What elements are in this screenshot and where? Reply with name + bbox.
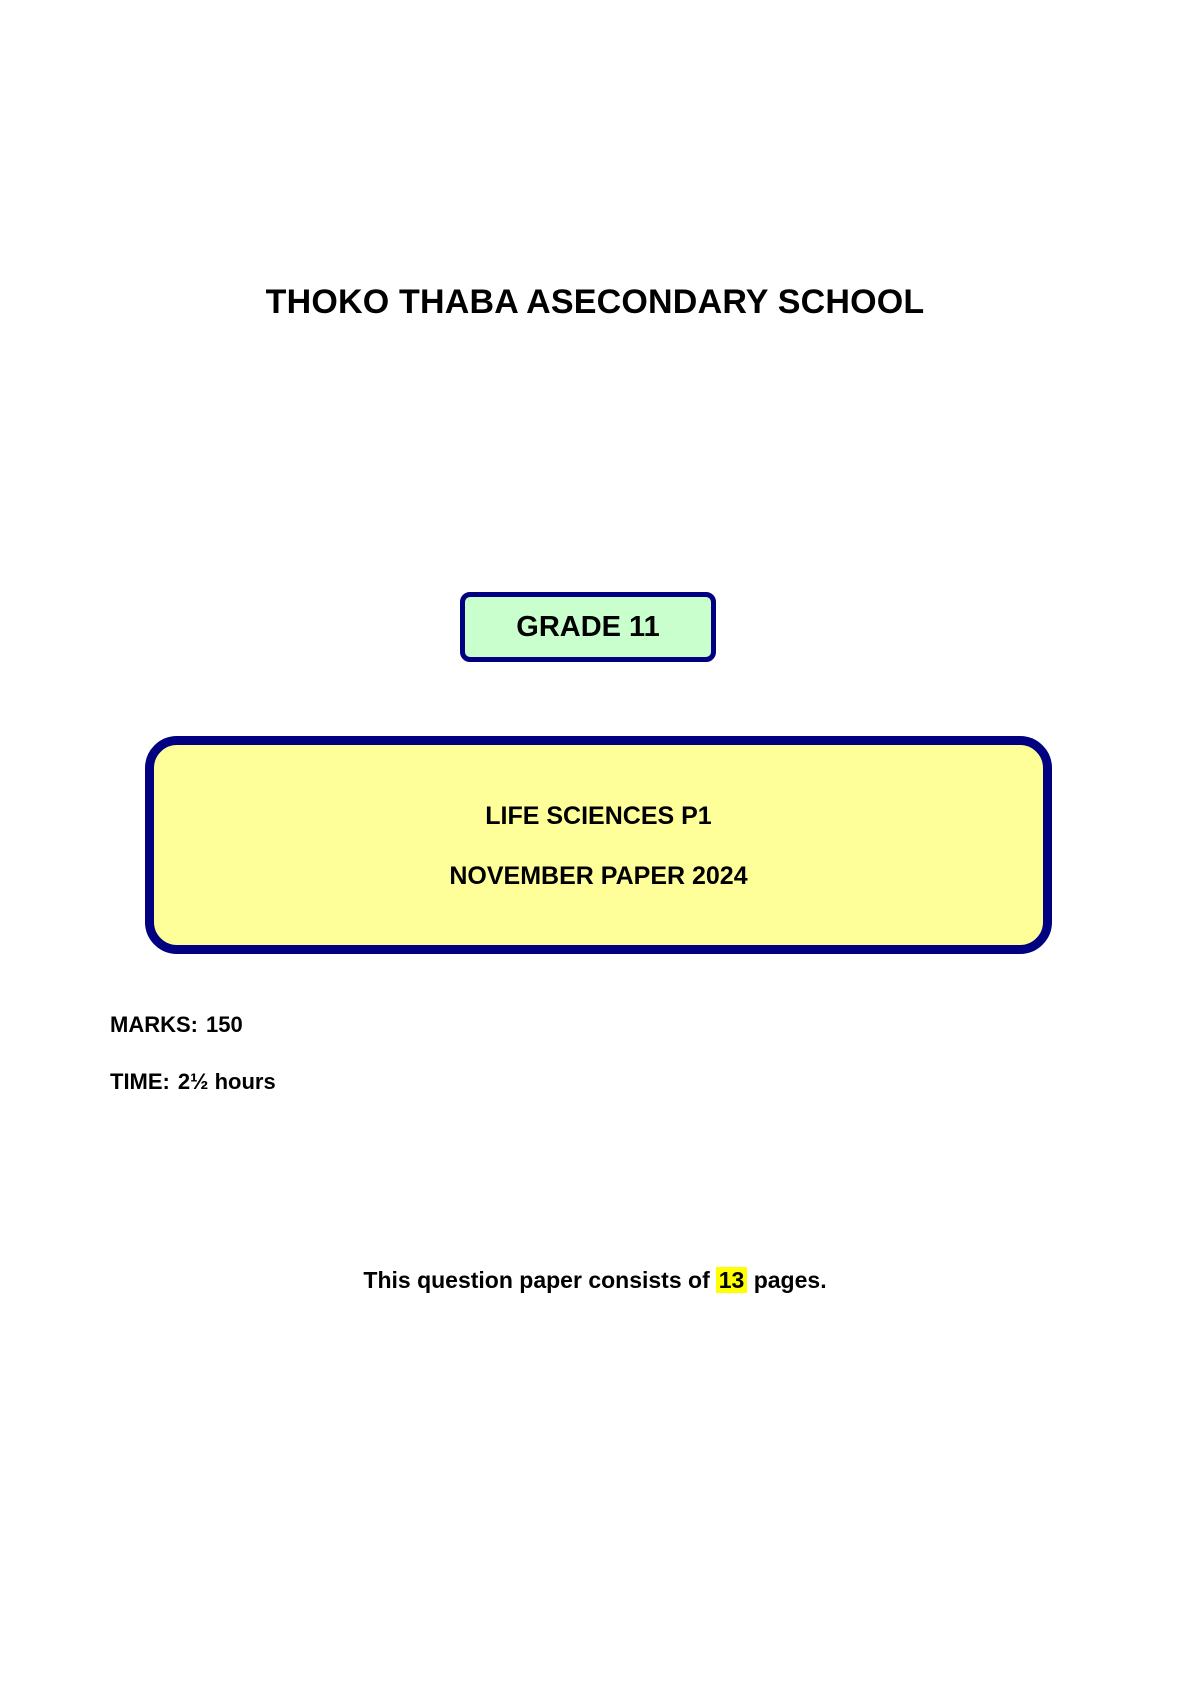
time-row — [110, 1069, 276, 1095]
page-count-highlight: 13 — [716, 1267, 748, 1293]
grade-box — [460, 592, 716, 662]
page-count-note — [0, 1267, 1190, 1294]
grade-label: GRADE 11 — [516, 610, 660, 643]
marks-value: 150 — [206, 1012, 243, 1037]
marks-label: MARKS: — [110, 1012, 198, 1037]
paper-title: NOVEMBER PAPER 2024 — [449, 862, 748, 890]
marks-row — [110, 1012, 243, 1038]
subject-box — [145, 736, 1052, 954]
school-name: THOKO THABA ASECONDARY SCHOOL — [265, 283, 925, 321]
page-count-text-after: pages. — [753, 1267, 827, 1293]
time-value: 2½ hours — [177, 1069, 276, 1094]
time-label: TIME: — [110, 1069, 170, 1094]
subject-title: LIFE SCIENCES P1 — [485, 802, 712, 830]
page-count-text-before: This question paper consists of — [363, 1267, 710, 1293]
